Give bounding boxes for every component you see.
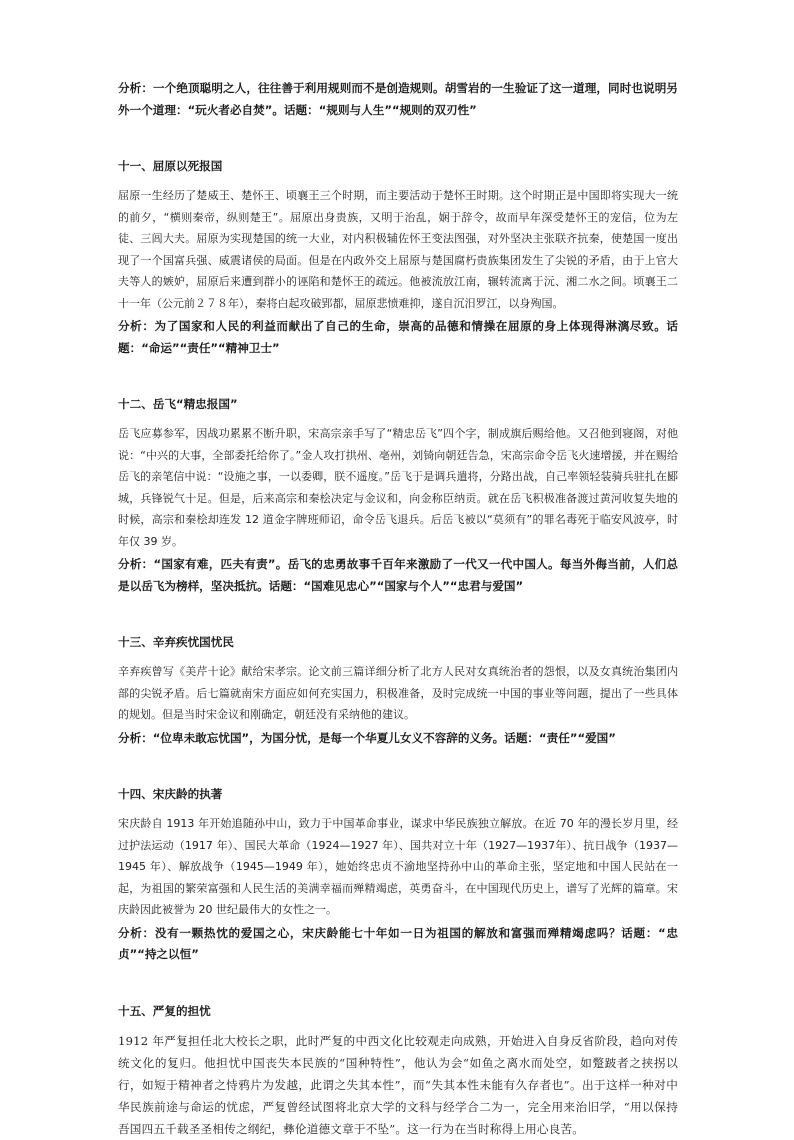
section-14-heading: 十四、宋庆龄的执著 [118, 787, 223, 801]
section-12-heading: 十二、岳飞“精忠报国” [118, 397, 238, 411]
section-12-analysis: 分析：“国家有难，匹夫有责”。岳飞的忠勇故事千百年来激励了一代又一代中国人。每当外侮当前，人们总是以岳飞为榜样，坚决抵抗。话题：“国难见忠心”“国家与个人”“忠君与爱国” [118, 557, 678, 593]
section-15-body: 1912 年严复担任北大校长之职，此时严复的中西文化比较观走向成熟，开始进入自身反省阶段，趋向对传统文化的复归。他担忧中国丧失本民族的“国种特性”，他认为会“如鱼之离水而处空，如蹩跛者之挟拐以行，如短于精神者之恃鸦片为发越，此谓之失其本性”，而“失其本性未能有久存者也”。出于这样一种对中华民族前途与命运的忧虑，严复曾经试图将北京大学的文科与经学合二为一，完全用来治旧学，“用以保持吾国四五千载圣圣相传之纲纪，彝伦道德文章于不坠”。这一行为在当时称得上用心良苦。 [118, 1033, 678, 1136]
section-13-heading: 十三、辛弃疾忧国忧民 [118, 635, 234, 649]
section-12-body: 岳飞应募参军，因战功累累不断升职，宋高宗亲手写了“精忠岳飞”四个字，制成旗后赐给他。又召他到寝阁，对他说：“中兴的大事，全部委托给你了。”金人攻打拱州、亳州，刘锜向朝廷告急，宋高宗命令岳飞火速增援，并在赐给岳飞的亲笔信中说：“设施之事，一以委卿，朕不遥度。”岳飞于是调兵遣将，分路出战，自己率领轻装骑兵驻扎在郾城，兵锋锐气十足。但是，后来高宗和秦桧决定与金议和，向金称臣纳贡。就在岳飞积极准备渡过黄河收复失地的时候，高宗和秦桧却连发 12 道金字牌班师诏，命令岳飞退兵。后岳飞被以“莫须有”的罪名毒死于临安风波亭，时年仅 39 岁。 [118, 427, 678, 548]
section-13-analysis: 分析：“位卑未敢忘忧国”，为国分忧，是每一个华夏儿女义不容辞的义务。话题：“责任”“爱国” [118, 730, 616, 745]
section-13-body: 辛弃疾曾写《美芹十论》献给宋孝宗。论文前三篇详细分析了北方人民对女真统治者的怨恨，以及女真统治集团内部的尖锐矛盾。后七篇就南宋方面应如何充实国力，积极准备，及时完成统一中国的事业等问题，提出了一些具体的规划。但是当时宋金议和刚确定，朝廷没有采纳他的建议。 [118, 665, 678, 721]
section-11-body: 屈原一生经历了楚威王、楚怀王、顷襄王三个时期，而主要活动于楚怀王时期。这个时期正是中国即将实现大一统的前夕，“横则秦帝，纵则楚王”。屈原出身贵族，又明于治乱，娴于辞令，故而早年深受楚怀王的宠信，位为左徒、三闾大夫。屈原为实现楚国的统一大业，对内积极辅佐怀王变法图强，对外坚决主张联齐抗秦，使楚国一度出现了一个国富兵强、威震诸侯的局面。但是在内政外交上屈原与楚国腐朽贵族集团发生了尖锐的矛盾，由于上官大夫等人的嫉妒，屈原后来遭到群小的诬陷和楚怀王的疏远。他被流放江南，辗转流离于沅、湘二水之间。顷襄王二十一年（公元前２７８年），秦将白起攻破郢都，屈原悲愤难抑，遂自沉汨罗江，以身殉国。 [118, 189, 678, 310]
document-page [118, 78, 678, 1140]
intro-analysis: 分析：一个绝顶聪明之人，往往善于利用规则而不是创造规则。胡雪岩的一生验证了这一道理，同时也说明另外一个道理：“玩火者必自焚”。话题：“规则与人生”“规则的双刃性” [118, 81, 678, 117]
section-14-analysis: 分析：没有一颗热忱的爱国之心，宋庆龄能七十年如一日为祖国的解放和富强而殚精竭虑吗？话题：“忠贞”“持之以恒” [118, 925, 678, 961]
section-15-heading: 十五、严复的担忧 [118, 1003, 211, 1018]
section-11-heading: 十一、屈原以死报国 [118, 159, 223, 173]
section-14-body: 宋庆龄自 1913 年开始追随孙中山，致力于中国革命事业，谋求中华民族独立解放。在近 70 年的漫长岁月里，经过护法运动（1917 年）、国民大革命（1924—1927 年）、国共对立十年（1927—1937年）、抗日战争（1937—1945 年）、解放战争（1945—1949 年），她始终忠贞不渝地坚持孙中山的革命主张，坚定地和中国人民站在一起，为祖国的繁荣富强和人民生活的美满幸福而殚精竭虑，英勇奋斗，在中国现代历史上，谱写了光辉的篇章。宋庆龄因此被誉为 20 世纪最伟大的女性之一。 [118, 817, 678, 916]
section-11-analysis: 分析：为了国家和人民的利益而献出了自己的生命，崇高的品德和情操在屈原的身上体现得淋漓尽致。话题：“命运”“责任”“精神卫士” [118, 319, 678, 355]
